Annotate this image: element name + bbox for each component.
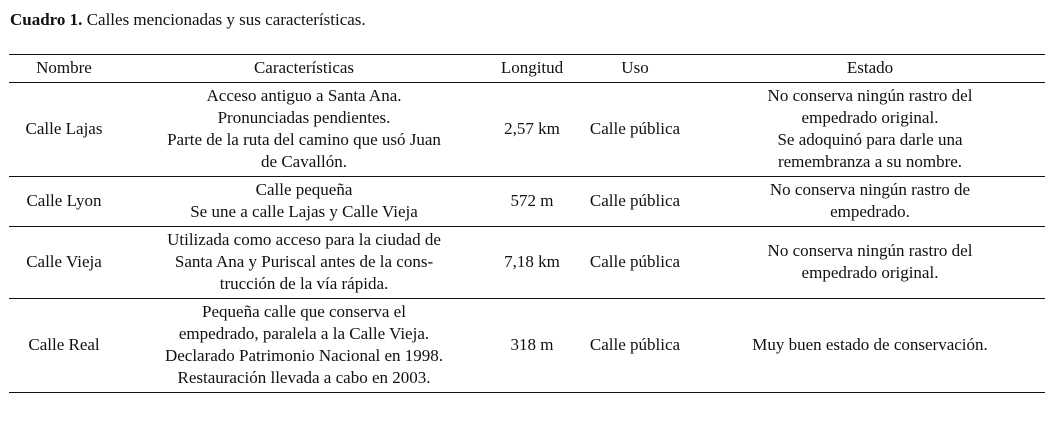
cell-uso: Calle pública: [589, 335, 681, 354]
cell-line: No conserva ningún rastro del: [767, 241, 973, 260]
cell-uso: Calle pública: [589, 252, 681, 271]
cell-line: empedrado original.: [801, 263, 939, 282]
table-caption: [10, 9, 1045, 31]
cell-line: Pequeña calle que conserva el: [202, 302, 406, 321]
cell-estado: [695, 177, 1045, 227]
cell-line: Restauración llevada a cabo en 2003.: [177, 368, 431, 387]
table-row: [9, 177, 1045, 227]
cell-line: Muy buen estado de conservación.: [752, 335, 988, 354]
cell-estado: [695, 83, 1045, 177]
cell-line: Calle pequeña: [255, 180, 353, 199]
cell-line: empedrado, paralela a la Calle Vieja.: [178, 324, 430, 343]
cell-caracteristicas: [119, 177, 489, 227]
caption-label: Cuadro 1.: [10, 10, 83, 29]
cell-line: de Cavallón.: [261, 152, 347, 171]
header-caracteristicas: Características: [253, 58, 355, 77]
table-header-row: [9, 55, 1045, 83]
cell-estado: [695, 299, 1045, 393]
cell-line: Utilizada como acceso para la ciudad de: [167, 230, 441, 249]
cell-line: No conserva ningún rastro del: [767, 86, 973, 105]
cell-line: Declarado Patrimonio Nacional en 1998.: [164, 346, 444, 365]
cell-nombre: Calle Lajas: [25, 119, 103, 138]
cell-line: Acceso antiguo a Santa Ana.: [206, 86, 402, 105]
cell-line: Parte de la ruta del camino que usó Juan: [167, 130, 441, 149]
cell-caracteristicas: [119, 299, 489, 393]
cell-line: empedrado original.: [801, 108, 939, 127]
cell-uso: Calle pública: [589, 191, 681, 210]
cell-line: Se adoquinó para darle una: [777, 130, 963, 149]
cell-line: Pronunciadas pendientes.: [217, 108, 391, 127]
header-estado: Estado: [846, 58, 894, 77]
cell-nombre: Calle Vieja: [26, 252, 102, 271]
cell-line: Se une a calle Lajas y Calle Vieja: [190, 202, 418, 221]
cell-longitud: 572 m: [510, 191, 554, 210]
cell-longitud: 7,18 km: [504, 252, 560, 271]
header-uso: Uso: [621, 58, 649, 77]
cell-uso: Calle pública: [589, 119, 681, 138]
cell-line: Santa Ana y Puriscal antes de la cons-: [174, 252, 434, 271]
cell-estado: [695, 227, 1045, 299]
cell-caracteristicas: [119, 227, 489, 299]
header-nombre: Nombre: [36, 58, 92, 77]
header-longitud: Longitud: [500, 58, 564, 77]
cell-nombre: Calle Lyon: [26, 191, 102, 210]
cell-line: No conserva ningún rastro de: [769, 180, 971, 199]
caption-text: Calles mencionadas y sus características.: [82, 10, 366, 29]
cell-longitud: 318 m: [510, 335, 554, 354]
table-row: [9, 299, 1045, 393]
cell-caracteristicas: [119, 83, 489, 177]
table-row: [9, 227, 1045, 299]
table-row: [9, 83, 1045, 177]
cell-longitud: 2,57 km: [504, 119, 560, 138]
cell-line: empedrado.: [830, 202, 910, 221]
cell-nombre: Calle Real: [28, 335, 100, 354]
streets-table: [9, 54, 1045, 393]
cell-line: trucción de la vía rápida.: [219, 274, 389, 293]
cell-line: remembranza a su nombre.: [777, 152, 963, 171]
